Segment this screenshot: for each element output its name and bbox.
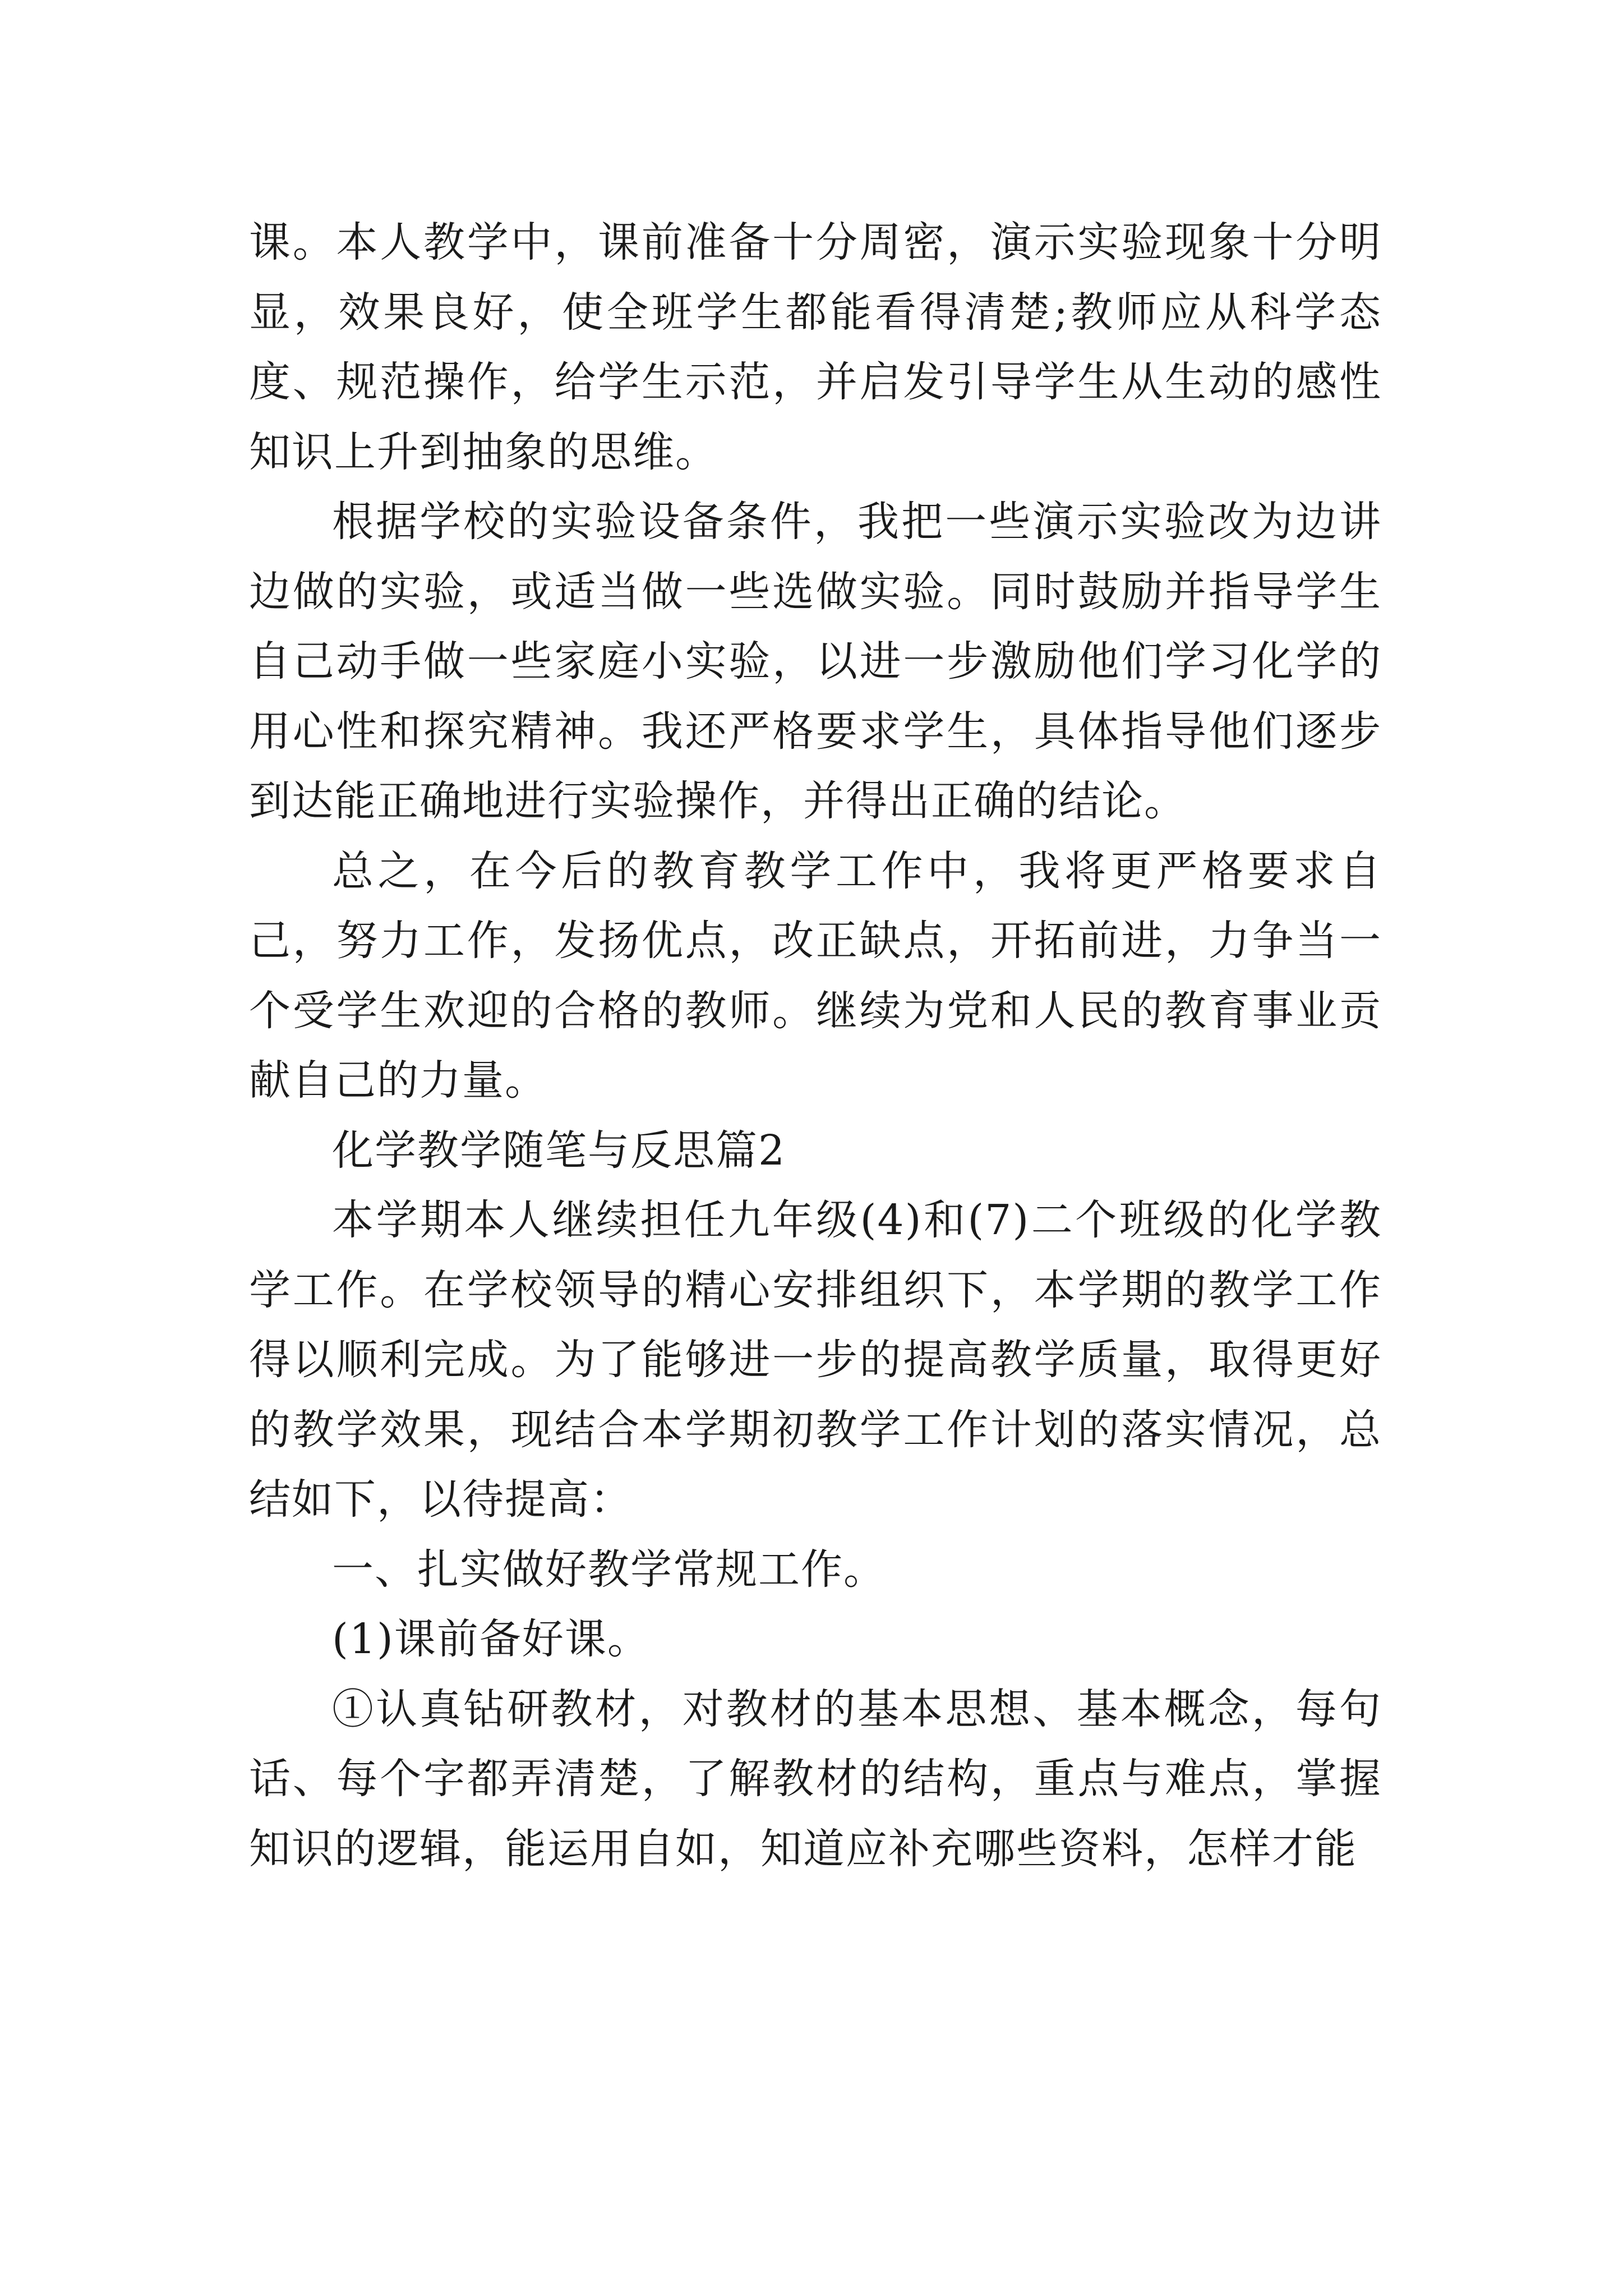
document-body [249,208,1382,1884]
paragraph-3: 总之，在今后的教育教学工作中，我将更严格要求自己，努力工作，发扬优点，改正缺点，开拓前进，力争当一个受学生欢迎的合格的教师。继续为党和人民的教育事业贡献自己的力量。 [249,846,1382,1105]
subheading-1: 一、扎实做好教学常规工作。 [332,1545,886,1594]
paragraph-1: 课。本人教学中，课前准备十分周密，演示实验现象十分明显，效果良好，使全班学生都能看得清楚;教师应从科学态度、规范操作，给学生示范，并启发引导学生从生动的感性知识上升到抽象的思维。 [249,218,1382,476]
subheading-2: (1)课前备好课。 [332,1615,650,1663]
section-heading: 化学教学随笔与反思篇2 [332,1126,786,1175]
paragraph-5: ①认真钻研教材，对教材的基本思想、基本概念，每句话、每个字都弄清楚，了解教材的结构，重点与难点，掌握知识的逻辑，能运用自如，知道应补充哪些资料，怎样才能 [249,1685,1382,1873]
paragraph-4: 本学期本人继续担任九年级(4)和(7)二个班级的化学教学工作。在学校领导的精心安排组织下，本学期的教学工作得以顺利完成。为了能够进一步的提高教学质量，取得更好的教学效果，现结合本学期初教学工作计划的落实情况，总结如下，以待提高： [249,1196,1382,1524]
paragraph-2: 根据学校的实验设备条件，我把一些演示实验改为边讲边做的实验，或适当做一些选做实验。同时鼓励并指导学生自己动手做一些家庭小实验，以进一步激励他们学习化学的用心性和探究精神。我还严格要求学生，具体指导他们逐步到达能正确地进行实验操作，并得出正确的结论。 [249,498,1382,825]
